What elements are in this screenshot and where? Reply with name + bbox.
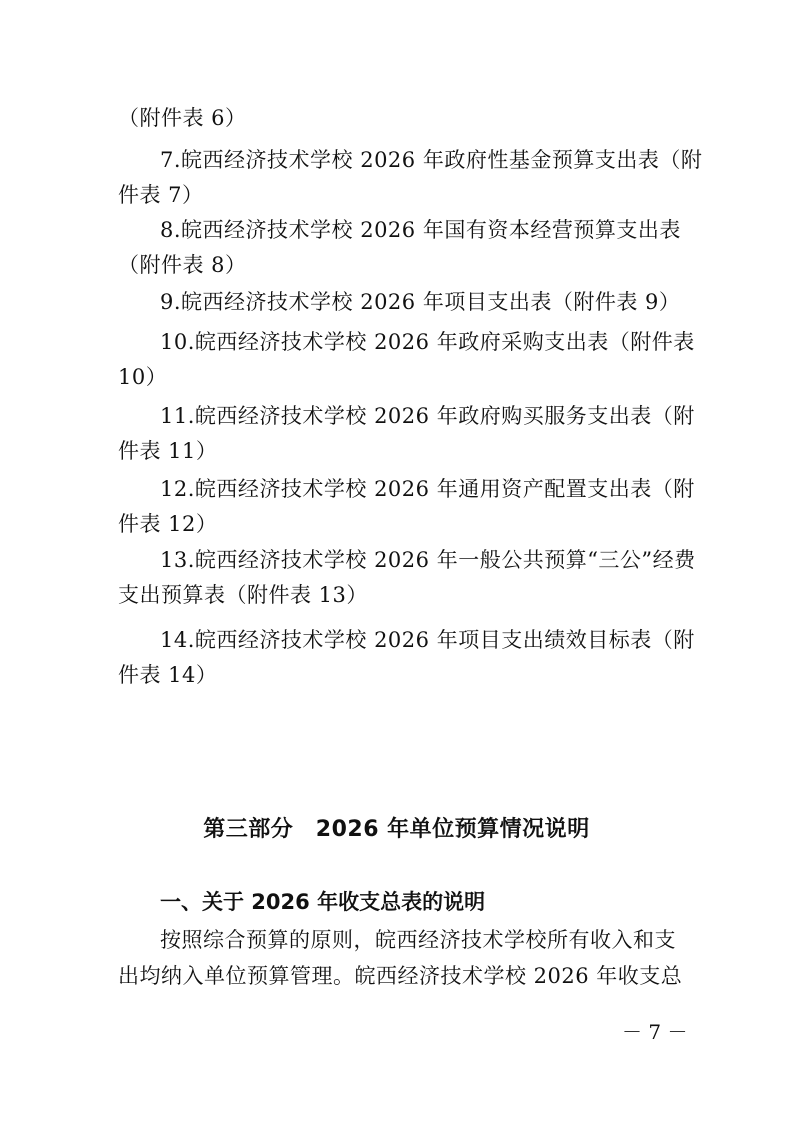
attachment-13-line-2: 支出预算表（附件表 13） [118,583,368,607]
attachment-11-line-1: 11.皖西经济技术学校 2026 年政府购买服务支出表（附 [160,404,695,428]
attachment-12-line-2: 件表 12） [118,512,218,536]
paragraph-line-2: 出均纳入单位预算管理。皖西经济技术学校 2026 年收支总 [118,964,683,988]
attachment-8-line-1: 8.皖西经济技术学校 2026 年国有资本经营预算支出表 [160,218,681,242]
attachment-14-line-2: 件表 14） [118,663,218,687]
attachment-8-line-2: （附件表 8） [118,253,247,277]
attachment-7-line-2: 件表 7） [118,183,204,207]
attachment-14-line-1: 14.皖西经济技术学校 2026 年项目支出绩效目标表（附 [160,628,695,652]
section-title: 第三部分 2026 年单位预算情况说明 [203,817,590,842]
page-number: － 7 － [622,1020,688,1044]
attachment-10-line-2: 10） [118,365,168,389]
attachment-13-line-1: 13.皖西经济技术学校 2026 年一般公共预算“三公”经费 [160,548,696,572]
attachment-12-line-1: 12.皖西经济技术学校 2026 年通用资产配置支出表（附 [160,477,695,501]
paragraph-line-1: 按照综合预算的原则，皖西经济技术学校所有收入和支 [160,928,676,952]
attachment-6-line-1: （附件表 6） [118,106,247,130]
attachment-9-line-1: 9.皖西经济技术学校 2026 年项目支出表（附件表 9） [160,290,681,314]
attachment-11-line-2: 件表 11） [118,439,218,463]
attachment-10-line-1: 10.皖西经济技术学校 2026 年政府采购支出表（附件表 [160,330,695,354]
attachment-7-line-1: 7.皖西经济技术学校 2026 年政府性基金预算支出表（附 [160,148,703,172]
section-subheading: 一、关于 2026 年收支总表的说明 [160,890,486,914]
